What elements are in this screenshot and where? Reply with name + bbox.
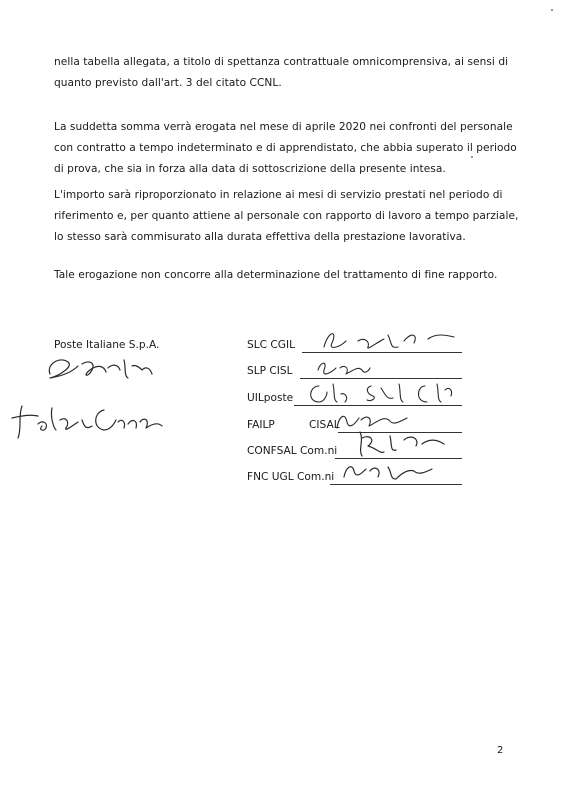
union-label-slc-cgil: SLC CGIL bbox=[247, 339, 296, 351]
union-label-slp-cisl: SLP CISL bbox=[247, 365, 293, 377]
company-signature-2 bbox=[8, 398, 168, 442]
paragraph-riproporzionamento: L'importo sarà riproporzionato in relazione ai mesi di servizio prestati nel periodo di riferimento e, per quanto attiene al personale con rapporto di lavoro a tempo parziale, lo stesso sarà commisurato alla durata effettiva della prestazione lavorativa. bbox=[54, 189, 519, 243]
signature-slp-cisl bbox=[314, 358, 374, 380]
paragraph-spettanza: nella tabella allegata, a titolo di spettanza contrattuale omnicomprensiva, ai sensi di quanto previsto dall'art. 3 del citato CCNL. bbox=[54, 56, 509, 89]
signature-uilposte bbox=[305, 380, 465, 406]
company-signatory-label: Poste Italiane S.p.A. bbox=[54, 339, 160, 351]
signature-confsal bbox=[350, 428, 450, 460]
union-label-uilposte: UILposte bbox=[247, 392, 294, 404]
signature-fnc-ugl bbox=[338, 457, 438, 485]
page-number: 2 bbox=[497, 745, 504, 756]
union-label-failp: FAILP bbox=[247, 419, 275, 431]
paragraph-erogazione: La suddetta somma verrà erogata nel mese di aprile 2020 nei confronti del personale con contratto a tempo indeterminato e di apprendistato, che abbia superato il periodo di prova, che sia in forza alla data di sottoscrizione della presente intesa. bbox=[54, 121, 517, 175]
scan-speck bbox=[551, 9, 553, 11]
union-label-fnc-ugl: FNC UGL Com.ni bbox=[247, 471, 335, 483]
signature-slc-cgil bbox=[318, 323, 463, 353]
paragraph-tfr: Tale erogazione non concorre alla determinazione del trattamento di fine rapporto. bbox=[54, 269, 498, 281]
scan-speck bbox=[471, 156, 473, 158]
union-label-cisal: CISAL bbox=[309, 419, 340, 431]
union-label-confsal: CONFSAL Com.ni bbox=[247, 445, 338, 457]
company-signature-1 bbox=[38, 350, 158, 384]
